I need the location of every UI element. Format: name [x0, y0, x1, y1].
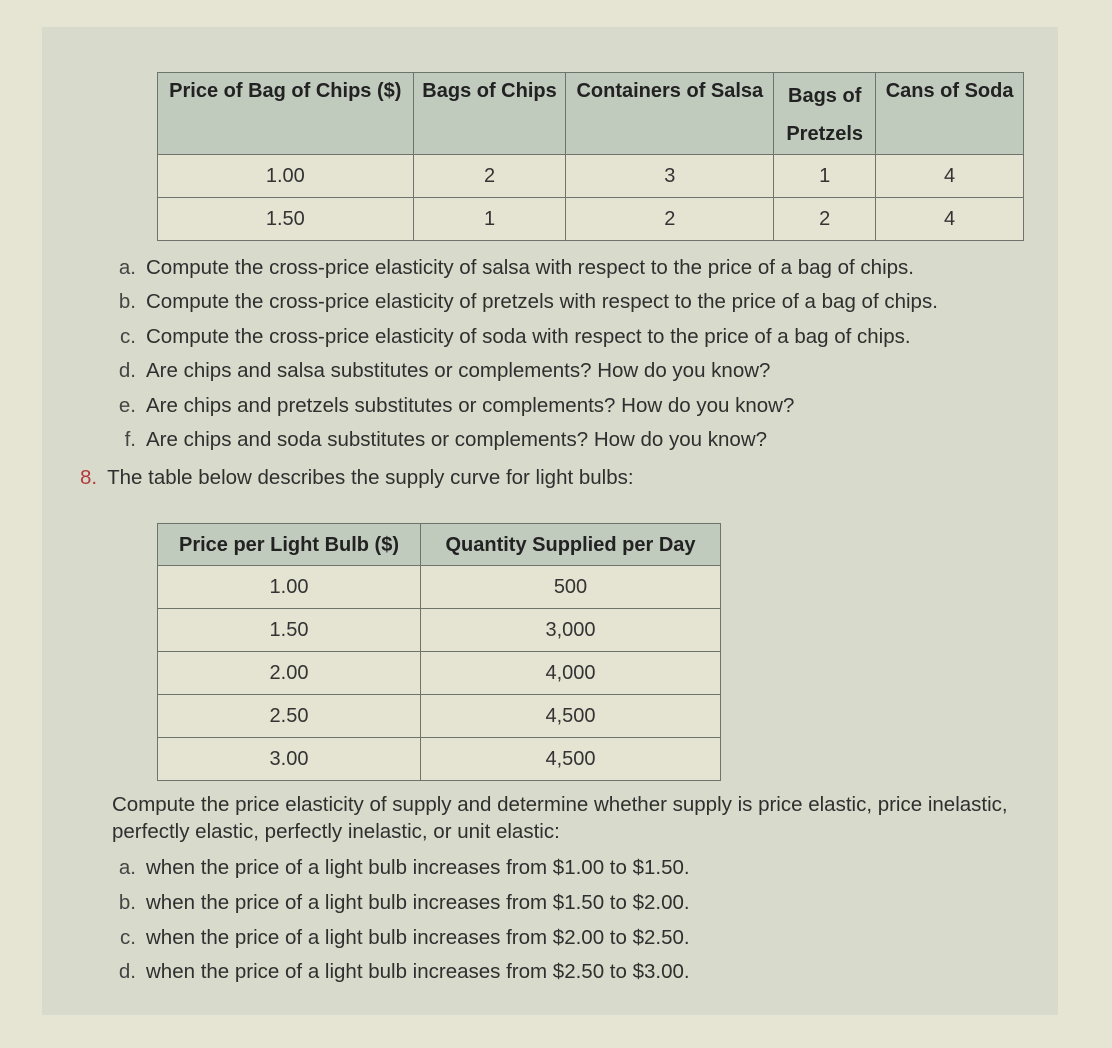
table-cell: 1 — [413, 198, 566, 241]
table-cell: 4,000 — [421, 652, 721, 695]
q8-item-a — [112, 856, 690, 880]
item-label: b. — [118, 891, 136, 914]
item-label: a. — [112, 256, 136, 280]
q7-item-b — [112, 290, 938, 314]
item-text: Are chips and pretzels substitutes or complements? How do you know? — [146, 394, 795, 417]
item-label: a. — [112, 856, 136, 880]
q7-item-a — [112, 256, 914, 280]
table-cell: 4,500 — [421, 695, 721, 738]
table-cell: 1.50 — [158, 609, 421, 652]
table-row — [158, 695, 721, 738]
table-cell: 2 — [413, 155, 566, 198]
table-row — [158, 566, 721, 609]
table-cell: 4 — [876, 155, 1024, 198]
item-text: Compute the cross-price elasticity of salsa with respect to the price of a bag of chips. — [146, 256, 914, 279]
q8-instruction: Compute the price elasticity of supply and determine whether supply is price elastic, price inelastic, perfectly elastic, perfectly inelastic, or unit elastic: — [112, 793, 1008, 843]
chips-data-table — [157, 72, 1024, 241]
table-header-row — [158, 73, 1024, 155]
item-label: d. — [112, 359, 136, 383]
header-bags-pretzels: Bags of Pretzels — [774, 73, 876, 155]
table-cell: 500 — [421, 566, 721, 609]
table-cell: 1 — [774, 155, 876, 198]
q7-item-d — [112, 359, 770, 383]
item-text: when the price of a light bulb increases from $2.00 to $2.50. — [146, 926, 690, 949]
header-quantity-supplied: Quantity Supplied per Day — [421, 524, 721, 566]
item-text: when the price of a light bulb increases from $1.50 to $2.00. — [146, 891, 690, 914]
header-cans-soda: Cans of Soda — [876, 73, 1024, 155]
q8-item-d — [112, 960, 690, 984]
table-row — [158, 155, 1024, 198]
item-label: e. — [118, 394, 136, 417]
table-cell: 2 — [566, 198, 774, 241]
q7-item-e — [112, 394, 794, 418]
header-bags-chips: Bags of Chips — [413, 73, 566, 155]
item-text: Compute the cross-price elasticity of pretzels with respect to the price of a bag of chips. — [146, 290, 938, 313]
item-label: c. — [120, 325, 136, 348]
table-cell: 2.00 — [158, 652, 421, 695]
q8-text: The table below describes the supply curve for light bulbs: — [107, 466, 634, 489]
light-bulb-supply-table — [157, 523, 721, 781]
item-text: Compute the cross-price elasticity of soda with respect to the price of a bag of chips. — [146, 325, 911, 348]
item-text: when the price of a light bulb increases from $2.50 to $3.00. — [146, 960, 690, 983]
item-label: c. — [120, 926, 136, 949]
item-text: Are chips and soda substitutes or complements? How do you know? — [146, 428, 768, 451]
item-label: d. — [118, 960, 136, 983]
table-cell: 4 — [876, 198, 1024, 241]
table-cell: 1.00 — [158, 155, 414, 198]
table-cell: 2.50 — [158, 695, 421, 738]
table-row — [158, 609, 721, 652]
table-cell: 3,000 — [421, 609, 721, 652]
item-text: when the price of a light bulb increases from $1.00 to $1.50. — [146, 856, 690, 879]
item-label: f. — [124, 428, 136, 451]
q8-prompt — [80, 466, 634, 490]
table-cell: 3 — [566, 155, 774, 198]
q7-item-c — [112, 325, 911, 349]
table-header-row — [158, 524, 721, 566]
q8-number: 8. — [80, 466, 98, 489]
header-price-per-bulb: Price per Light Bulb ($) — [158, 524, 421, 566]
table-row — [158, 198, 1024, 241]
item-label: b. — [118, 290, 136, 313]
header-containers-salsa: Containers of Salsa — [566, 73, 774, 155]
q8-item-c — [112, 926, 690, 950]
table-row — [158, 652, 721, 695]
table-cell: 2 — [774, 198, 876, 241]
q7-item-f — [112, 428, 767, 452]
q8-item-b — [112, 891, 690, 915]
table-cell: 4,500 — [421, 738, 721, 781]
header-price-chips: Price of Bag of Chips ($) — [158, 73, 414, 155]
table-cell: 1.50 — [158, 198, 414, 241]
table-cell: 1.00 — [158, 566, 421, 609]
table-row — [158, 738, 721, 781]
table-cell: 3.00 — [158, 738, 421, 781]
item-text: Are chips and salsa substitutes or complements? How do you know? — [146, 359, 771, 382]
